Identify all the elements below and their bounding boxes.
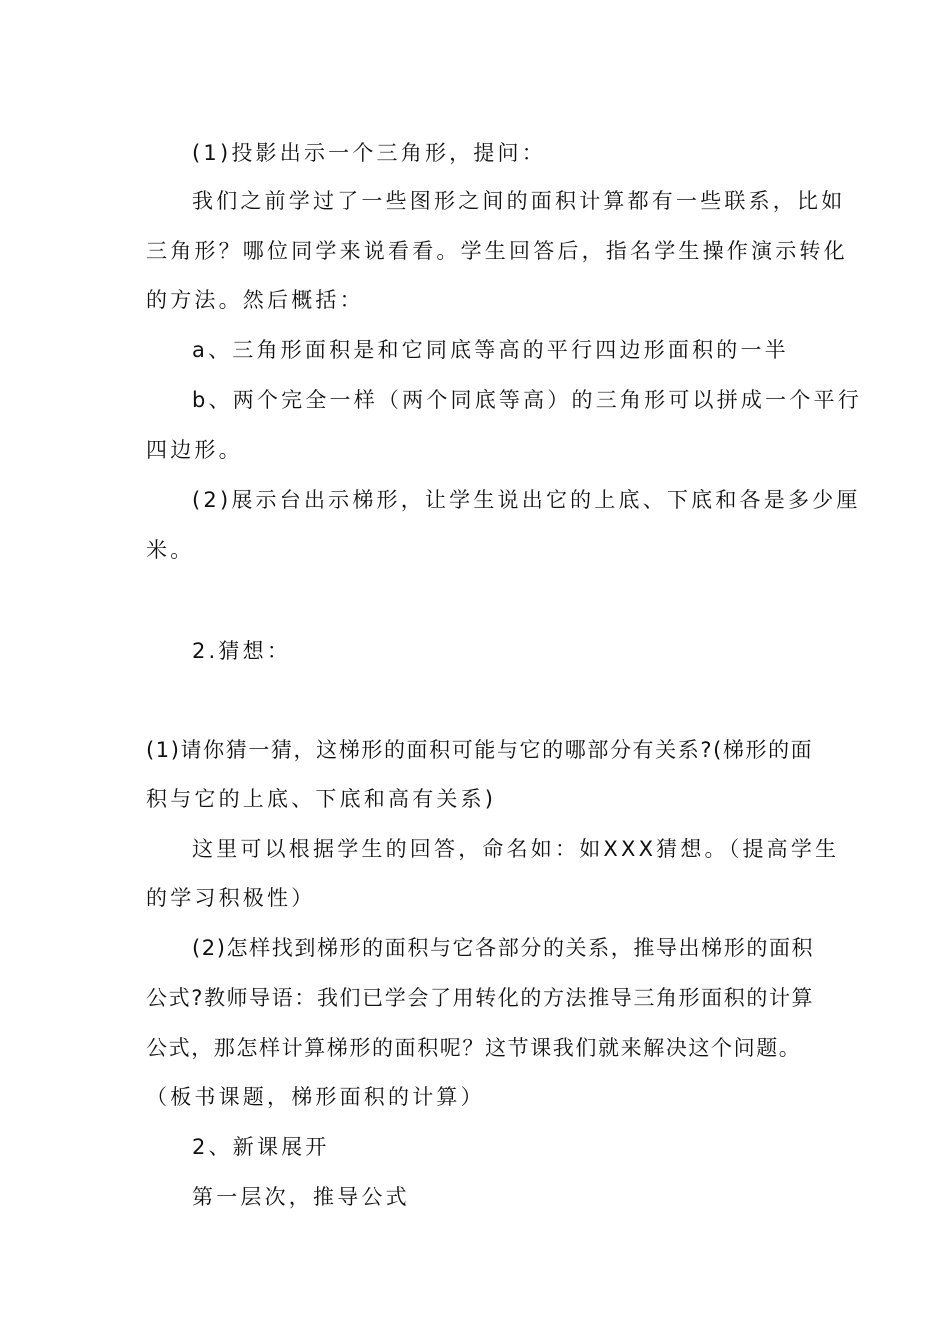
paragraph-line: 积与它的上底、下底和高有关系) — [146, 787, 497, 811]
paragraph-line: (2)展示台出示梯形，让学生说出它的上底、下底和各是多少厘 — [192, 488, 861, 512]
paragraph-line: (1)请你猜一猜，这梯形的面积可能与它的哪部分有关系?(梯形的面 — [146, 738, 814, 762]
paragraph-line: (2)怎样找到梯形的面积与它各部分的关系，推导出梯形的面积 — [192, 936, 815, 960]
paragraph-line: 的学习积极性） — [146, 886, 316, 910]
paragraph-line: b、两个完全一样（两个同底等高）的三角形可以拼成一个平行 — [192, 388, 862, 412]
paragraph-line: （板书课题，梯形面积的计算） — [146, 1085, 485, 1109]
paragraph-line: 米。 — [146, 538, 195, 562]
paragraph-line: 三角形？哪位同学来说看看。学生回答后，指名学生操作演示转化 — [146, 239, 848, 263]
paragraph-line: a、三角形面积是和它同底等高的平行四边形面积的一半 — [192, 338, 789, 362]
paragraph-line: 四边形。 — [146, 438, 243, 462]
paragraph-line: (1)投影出示一个三角形，提问： — [192, 141, 546, 165]
paragraph-line: 公式?教师导语：我们已学会了用转化的方法推导三角形面积的计算 — [146, 986, 815, 1010]
paragraph-line: 公式，那怎样计算梯形的面积呢？这节课我们就来解决这个问题。 — [146, 1036, 802, 1060]
paragraph-line: 的方法。然后概括： — [146, 288, 364, 312]
paragraph-line: 第一层次，推导公式 — [192, 1185, 410, 1209]
paragraph-line: 我们之前学过了一些图形之间的面积计算都有一些联系，比如 — [192, 189, 846, 213]
section-heading: 2、新课展开 — [192, 1135, 330, 1159]
paragraph-line: 这里可以根据学生的回答，命名如：如XXX猜想。（提高学生 — [192, 837, 840, 861]
section-heading: 2.猜想： — [192, 639, 292, 663]
